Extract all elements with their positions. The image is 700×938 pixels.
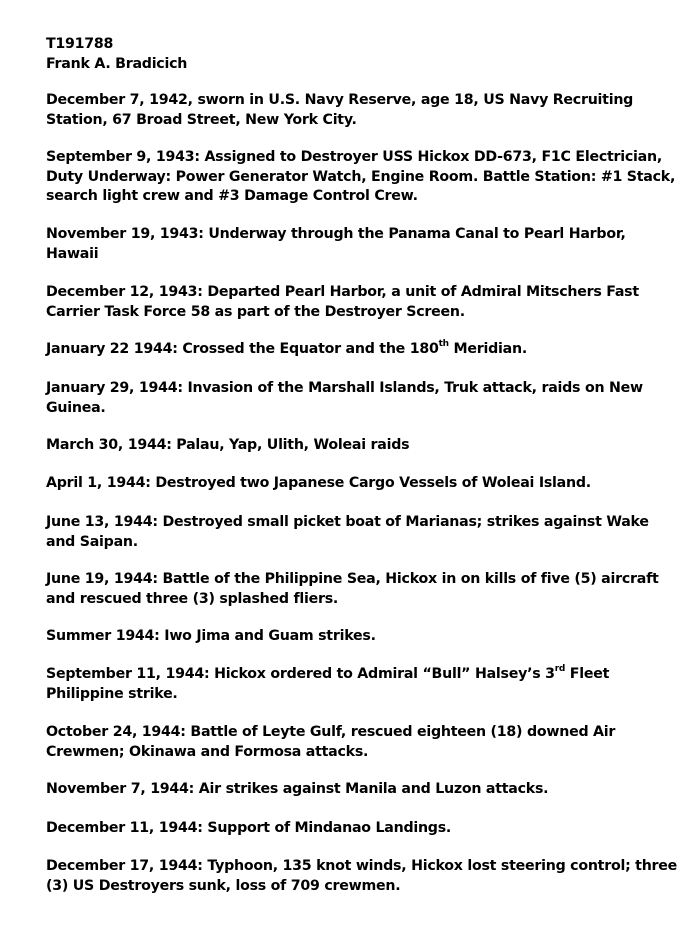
entry-line: Station, 67 Broad Street, New York City. [46,111,357,128]
record-id: T191788 [46,36,114,52]
entry-line: Carrier Task Force 58 as part of the Destroyer Screen. [46,303,465,320]
entry-line: December 12, 1943: Departed Pearl Harbor, a unit of Admiral Mitschers Fast [46,284,639,300]
entry-line: search light crew and #3 Damage Control Crew. [46,188,418,204]
entry-1942-12-07 [46,91,676,130]
entry-line: Duty Underway: Power Generator Watch, Engine Room. Battle Station: #1 Stack, [46,168,676,185]
entry-line: Guinea. [46,399,106,416]
entry-1944-06-19 [46,570,676,609]
entry-line: June 13, 1944: Destroyed small picket boat of Marianas; strikes against Wake [46,514,649,530]
entry-1944-09-11 [46,665,676,704]
entry-line [46,340,676,360]
entry-line: Summer 1944: Iwo Jima and Guam strikes. [46,628,376,644]
ordinal-suffix: rd [554,664,566,675]
entry-line: Crewmen; Okinawa and Formosa attacks. [46,743,369,760]
entry-text: January 22 1944: Crossed the Equator and the 180 [46,341,439,357]
entry-1943-09-09 [46,148,676,207]
entry-line [46,665,676,685]
entry-1944-06-13 [46,513,676,552]
entry-line: March 30, 1944: Palau, Yap, Ulith, Woleai raids [46,437,410,453]
entry-text: Fleet [565,666,610,682]
entry-line: October 24, 1944: Battle of Leyte Gulf, rescued eighteen (18) downed Air [46,724,616,740]
entry-1944-11-07 [46,780,676,800]
entry-line: April 1, 1944: Destroyed two Japanese Cargo Vessels of Woleai Island. [46,475,591,491]
entry-summer-1944 [46,627,676,647]
entry-line: November 7, 1944: Air strikes against Manila and Luzon attacks. [46,781,549,797]
entry-line: (3) US Destroyers sunk, loss of 709 crewmen. [46,877,401,894]
entry-line: September 9, 1943: Assigned to Destroyer USS Hickox DD-673, F1C Electrician, [46,149,662,165]
entry-1944-01-29 [46,379,676,418]
entry-1944-12-11 [46,819,676,839]
entry-line: December 11, 1944: Support of Mindanao Landings. [46,820,452,836]
ordinal-suffix: th [438,339,449,350]
entry-line: November 19, 1943: Underway through the Panama Canal to Pearl Harbor, [46,226,626,242]
entry-line: January 29, 1944: Invasion of the Marshall Islands, Truk attack, raids on New [46,380,643,396]
entry-1944-04-01 [46,474,676,494]
entry-line: and Saipan. [46,533,138,550]
entry-1943-11-19 [46,225,676,264]
entry-line: Philippine strike. [46,685,178,702]
entry-line: December 7, 1942, sworn in U.S. Navy Reserve, age 18, US Navy Recruiting [46,92,634,108]
entry-text: September 11, 1944: Hickox ordered to Admiral “Bull” Halsey’s 3 [46,666,555,682]
entry-line: and rescued three (3) splashed fliers. [46,590,339,607]
entry-text: Meridian. [448,341,527,357]
entry-1943-12-12 [46,283,676,322]
entry-line: June 19, 1944: Battle of the Philippine Sea, Hickox in on kills of five (5) aircraft [46,571,659,587]
entry-1944-12-17 [46,857,676,896]
entry-1944-10-24 [46,723,676,762]
entry-1944-03-30 [46,436,676,456]
person-name: Frank A. Bradicich [46,55,188,72]
document-header [46,35,686,74]
entry-1944-01-22 [46,340,676,360]
entry-line: Hawaii [46,245,99,262]
entry-line: December 17, 1944: Typhoon, 135 knot winds, Hickox lost steering control; three [46,858,678,874]
